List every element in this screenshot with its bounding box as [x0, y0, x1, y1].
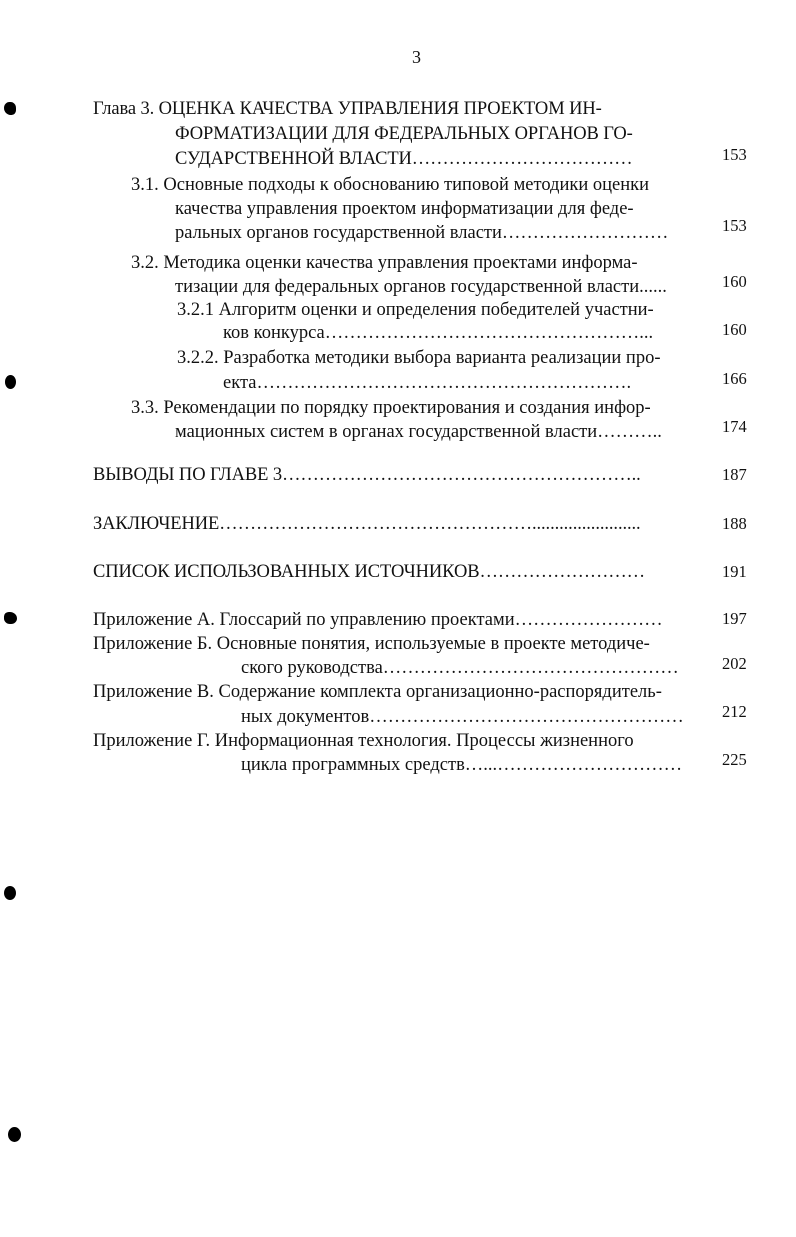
appendix-v-line2: ных документов……………………………………………	[241, 707, 684, 727]
scan-mark	[4, 102, 16, 115]
section-3-2-line1: 3.2. Методика оценки качества управления проектами информа-	[131, 253, 638, 273]
appendix-a-page: 197	[722, 609, 747, 628]
section-3-2-1-line1: 3.2.1 Алгоритм оценки и определения победителей участни-	[177, 300, 654, 320]
sources: СПИСОК ИСПОЛЬЗОВАННЫХ ИСТОЧНИКОВ………………………	[93, 562, 646, 582]
appendix-g-line1: Приложение Г. Информационная технология. Процессы жизненного	[93, 731, 634, 751]
appendix-v-page: 212	[722, 702, 747, 721]
section-3-3-line1: 3.3. Рекомендации по порядку проектирования и создания инфор-	[131, 398, 651, 418]
conclusions-chapter3: ВЫВОДЫ ПО ГЛАВЕ 3…………………………………………………..	[93, 465, 641, 485]
sources-page: 191	[722, 562, 747, 581]
section-3-1-line1: 3.1. Основные подходы к обоснованию типовой методики оценки	[131, 175, 650, 195]
section-3-2-line2: тизации для федеральных органов государственной власти......	[175, 277, 667, 297]
scan-mark	[8, 1127, 21, 1142]
section-3-1-line2: качества управления проектом информатизации для феде-	[175, 199, 634, 219]
conclusion-page: 188	[722, 514, 747, 533]
scan-mark	[4, 886, 16, 900]
appendix-b-page: 202	[722, 654, 747, 673]
section-3-2-1-line2: ков конкурса……………………………………………...	[223, 323, 654, 343]
section-3-1-line3: ральных органов государственной власти………………………	[175, 223, 669, 243]
section-3-3-line2: мационных систем в органах государственной власти………..	[175, 422, 662, 442]
appendix-g-page: 225	[722, 750, 747, 769]
appendix-g-line2: цикла программных средств…...…………………………	[241, 755, 683, 775]
section-3-3-page: 174	[722, 417, 747, 436]
scan-mark	[5, 375, 16, 389]
chapter3-title-line2: ФОРМАТИЗАЦИИ ДЛЯ ФЕДЕРАЛЬНЫХ ОРГАНОВ ГО-	[175, 124, 633, 144]
section-3-1-page: 153	[722, 216, 747, 235]
scan-mark	[4, 612, 17, 624]
section-3-2-1-page: 160	[722, 320, 747, 339]
appendix-a: Приложение А. Глоссарий по управлению проектами……………………	[93, 610, 663, 630]
conclusion: ЗАКЛЮЧЕНИЕ……………………………………………........................	[93, 514, 641, 534]
appendix-v-line1: Приложение В. Содержание комплекта организационно-распорядитель-	[93, 682, 662, 702]
section-3-2-page: 160	[722, 272, 747, 291]
appendix-b-line1: Приложение Б. Основные понятия, используемые в проекте методиче-	[93, 634, 650, 654]
section-3-2-2-line2: екта…………………………………………………….	[223, 373, 632, 393]
chapter3-title-line3: СУДАРСТВЕННОЙ ВЛАСТИ………………………………	[175, 149, 633, 169]
chapter3-title-line1: Глава 3. ОЦЕНКА КАЧЕСТВА УПРАВЛЕНИЯ ПРОЕКТОМ ИН-	[93, 99, 602, 119]
conclusions-chapter3-page: 187	[722, 465, 747, 484]
appendix-b-line2: ского руководства…………………………………………	[241, 658, 679, 678]
section-3-2-2-line1: 3.2.2. Разработка методики выбора варианта реализации про-	[177, 348, 661, 368]
section-3-2-2-page: 166	[722, 369, 747, 388]
chapter3-page: 153	[722, 145, 747, 164]
page-number: 3	[412, 47, 421, 67]
